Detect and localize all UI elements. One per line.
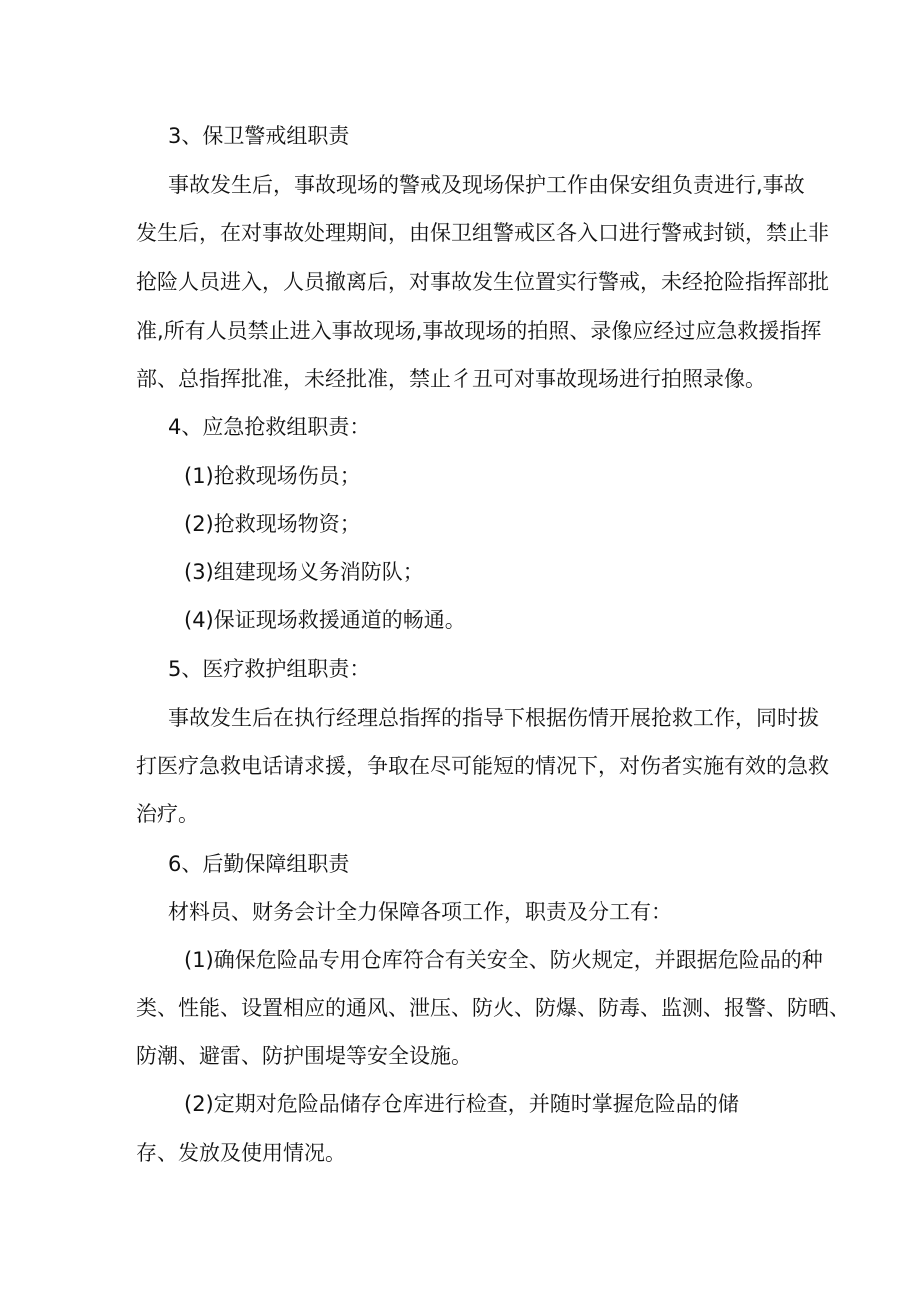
section-3-line-3: 抢险人员进入，人员撤离后，对事故发生位置实行警戒，未经抢险指挥部批 bbox=[136, 270, 829, 294]
section-6-heading: 6、后勤保障组职责 bbox=[168, 852, 350, 876]
section-3-line-2: 发生后，在对事故处理期间，由保卫组警戒区各入口进行警戒封锁，禁止非 bbox=[136, 221, 829, 245]
section-4-item-4: (4)保证现场救援通道的畅通。 bbox=[184, 608, 466, 632]
section-5-line-2: 打医疗急救电话请求援，争取在尽可能短的情况下，对伤者实施有效的急救 bbox=[136, 754, 829, 778]
section-6-intro: 材料员、财务会计全力保障各项工作，职责及分工有： bbox=[168, 900, 672, 924]
section-5-heading: 5、医疗救护组职责： bbox=[168, 657, 371, 681]
section-4-item-3: (3)组建现场义务消防队； bbox=[184, 560, 424, 584]
section-4-item-1: (1)抢救现场伤员； bbox=[184, 464, 361, 488]
section-4-item-2: (2)抢救现场物资； bbox=[184, 512, 361, 536]
section-5-line-1: 事故发生后在执行经理总指挥的指导下根据伤情开展抢救工作，同时拔 bbox=[168, 706, 819, 730]
section-3-heading: 3、保卫警戒组职责 bbox=[168, 124, 350, 148]
section-3-line-1: 事故发生后，事故现场的警戒及现场保护工作由保安组负责进行,事故 bbox=[168, 173, 805, 197]
section-6-line-3: 防潮、避雷、防护围堤等安全设施。 bbox=[136, 1044, 472, 1068]
section-3-line-4: 准,所有人员禁止进入事故现场,事故现场的拍照、录像应经过应急救援指挥 bbox=[136, 319, 822, 343]
section-6-line-2: 类、性能、设置相应的通风、泄压、防火、防爆、防毒、监测、报警、防晒、 bbox=[136, 996, 850, 1020]
section-5-line-3: 治疗。 bbox=[136, 802, 199, 826]
section-6-line-5: 存、发放及使用情况。 bbox=[136, 1141, 346, 1165]
section-6-line-1: (1)确保危险品专用仓库符合有关安全、防火规定，并跟据危险品的种 bbox=[184, 948, 823, 972]
section-3-line-5: 部、总指挥批准，未经批准，禁止彳丑可对事故现场进行拍照录像。 bbox=[136, 367, 766, 391]
section-6-line-4: (2)定期对危险品储存仓库进行检查，并随时掌握危险品的储 bbox=[184, 1092, 739, 1116]
section-4-heading: 4、应急抢救组职责： bbox=[168, 415, 371, 439]
